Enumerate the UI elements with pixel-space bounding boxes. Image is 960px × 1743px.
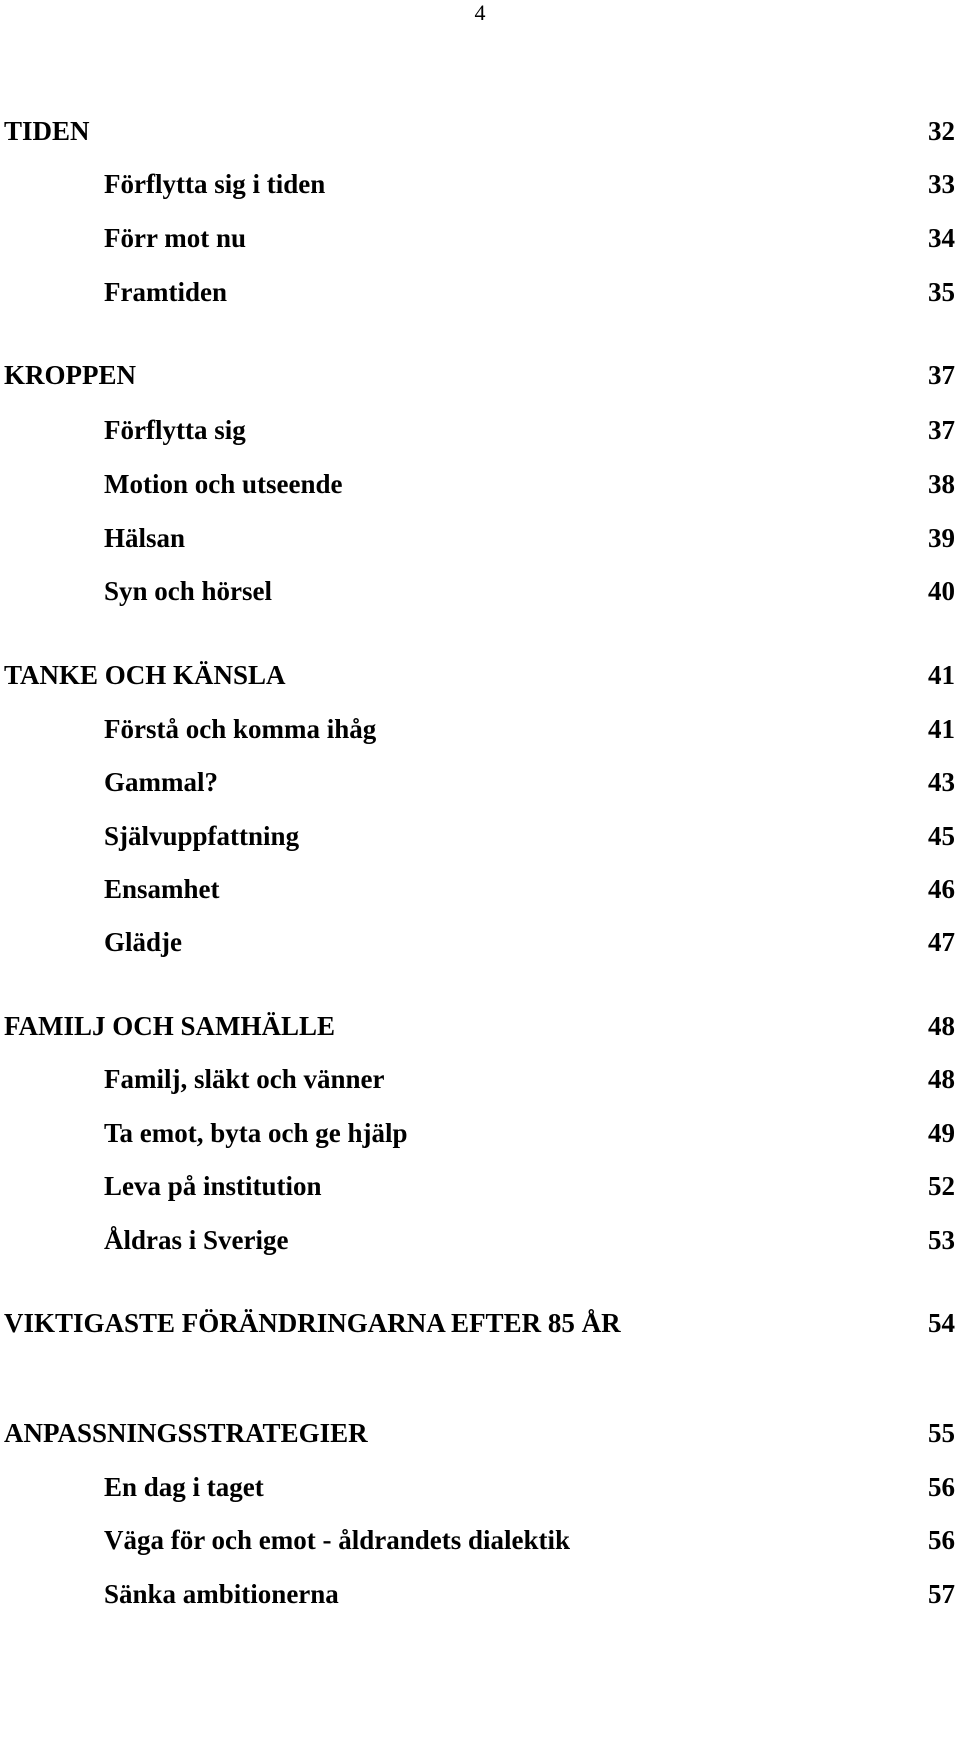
toc-entry-title: VIKTIGASTE FÖRÄNDRINGARNA EFTER 85 ÅR: [4, 1308, 621, 1338]
toc-entry-title: Väga för och emot - åldrandets dialektik: [104, 1525, 570, 1555]
toc-entry-title: Sänka ambitionerna: [104, 1579, 339, 1609]
toc-entry-page: 52: [928, 1171, 955, 1201]
toc-entry-page: 55: [928, 1418, 955, 1448]
toc-entry: [104, 709, 955, 749]
toc-entry-page: 48: [928, 1064, 955, 1094]
toc-entry: [104, 1059, 955, 1099]
toc-entry-title: Ta emot, byta och ge hjälp: [104, 1118, 408, 1148]
toc-entry: [104, 869, 955, 909]
toc-entry: [104, 164, 955, 204]
toc-entry-page: 45: [928, 821, 955, 851]
toc-entry-title: Hälsan: [104, 523, 186, 553]
toc-entry-title: Leva på institution: [104, 1171, 322, 1201]
toc-entry: [104, 464, 955, 504]
toc-entry: [104, 410, 955, 450]
toc-entry-page: 43: [928, 767, 955, 797]
toc-entry: [104, 1467, 955, 1507]
toc-entry-title: TANKE OCH KÄNSLA: [4, 660, 286, 690]
toc-entry-title: En dag i taget: [104, 1472, 264, 1502]
toc-entry: [104, 518, 955, 558]
toc-section-heading: [4, 655, 955, 695]
toc-section-heading: [4, 1413, 955, 1453]
toc-entry: [104, 1166, 955, 1206]
toc-entry-page: 35: [928, 277, 955, 307]
toc-entry-page: 49: [928, 1118, 955, 1148]
toc-entry-page: 53: [928, 1225, 955, 1255]
toc-section-heading: [4, 1006, 955, 1046]
toc-entry-page: 40: [928, 576, 955, 606]
toc-entry-title: Förflytta sig: [104, 415, 246, 445]
toc-entry-title: Framtiden: [104, 277, 227, 307]
toc-entry-title: Motion och utseende: [104, 469, 343, 499]
toc-entry: [104, 272, 955, 312]
toc-entry-page: 38: [928, 469, 955, 499]
toc-entry-page: 46: [928, 874, 955, 904]
toc-entry: [104, 571, 955, 611]
toc-entry: [104, 1220, 955, 1260]
toc-entry-page: 34: [928, 223, 955, 253]
toc-entry: [104, 922, 955, 962]
toc-entry-page: 32: [928, 116, 955, 146]
toc-entry-title: TIDEN: [4, 116, 90, 146]
toc-entry-page: 56: [928, 1472, 955, 1502]
toc-entry-page: 47: [928, 927, 955, 957]
toc-entry-page: 54: [928, 1308, 955, 1338]
toc-entry-page: 33: [928, 169, 955, 199]
toc-entry-title: FAMILJ OCH SAMHÄLLE: [4, 1011, 336, 1041]
toc-entry-title: Ensamhet: [104, 874, 220, 904]
toc-section-heading: [4, 111, 955, 151]
toc-entry: [104, 816, 955, 856]
toc-entry-title: Förflytta sig i tiden: [104, 169, 326, 199]
toc-entry-title: KROPPEN: [4, 360, 136, 390]
toc-entry-title: Åldras i Sverige: [104, 1225, 289, 1255]
toc-entry: [104, 762, 955, 802]
toc-entry: [104, 1574, 955, 1614]
toc-section-heading: [4, 1303, 955, 1343]
toc-entry-page: 37: [928, 360, 955, 390]
toc-entry-title: Familj, släkt och vänner: [104, 1064, 385, 1094]
toc-entry-title: Gammal?: [104, 767, 218, 797]
toc-entry-page: 41: [928, 714, 955, 744]
toc-entry-page: 37: [928, 415, 955, 445]
toc-entry-title: Förstå och komma ihåg: [104, 714, 377, 744]
toc-entry-title: Förr mot nu: [104, 223, 246, 253]
toc-entry-title: Syn och hörsel: [104, 576, 273, 606]
toc-entry-title: ANPASSNINGSSTRATEGIER: [4, 1418, 368, 1448]
toc-entry-page: 39: [928, 523, 955, 553]
toc-section-heading: [4, 355, 955, 395]
page-number: 4: [474, 0, 486, 25]
toc-entry-title: Självuppfattning: [104, 821, 300, 851]
toc-entry-page: 56: [928, 1525, 955, 1555]
toc-entry: [104, 1113, 955, 1153]
toc-entry-title: Glädje: [104, 927, 182, 957]
toc-entry: [104, 218, 955, 258]
toc-entry-page: 48: [928, 1011, 955, 1041]
toc-entry: [104, 1520, 955, 1560]
toc-entry-page: 41: [928, 660, 955, 690]
toc-entry-page: 57: [928, 1579, 955, 1609]
